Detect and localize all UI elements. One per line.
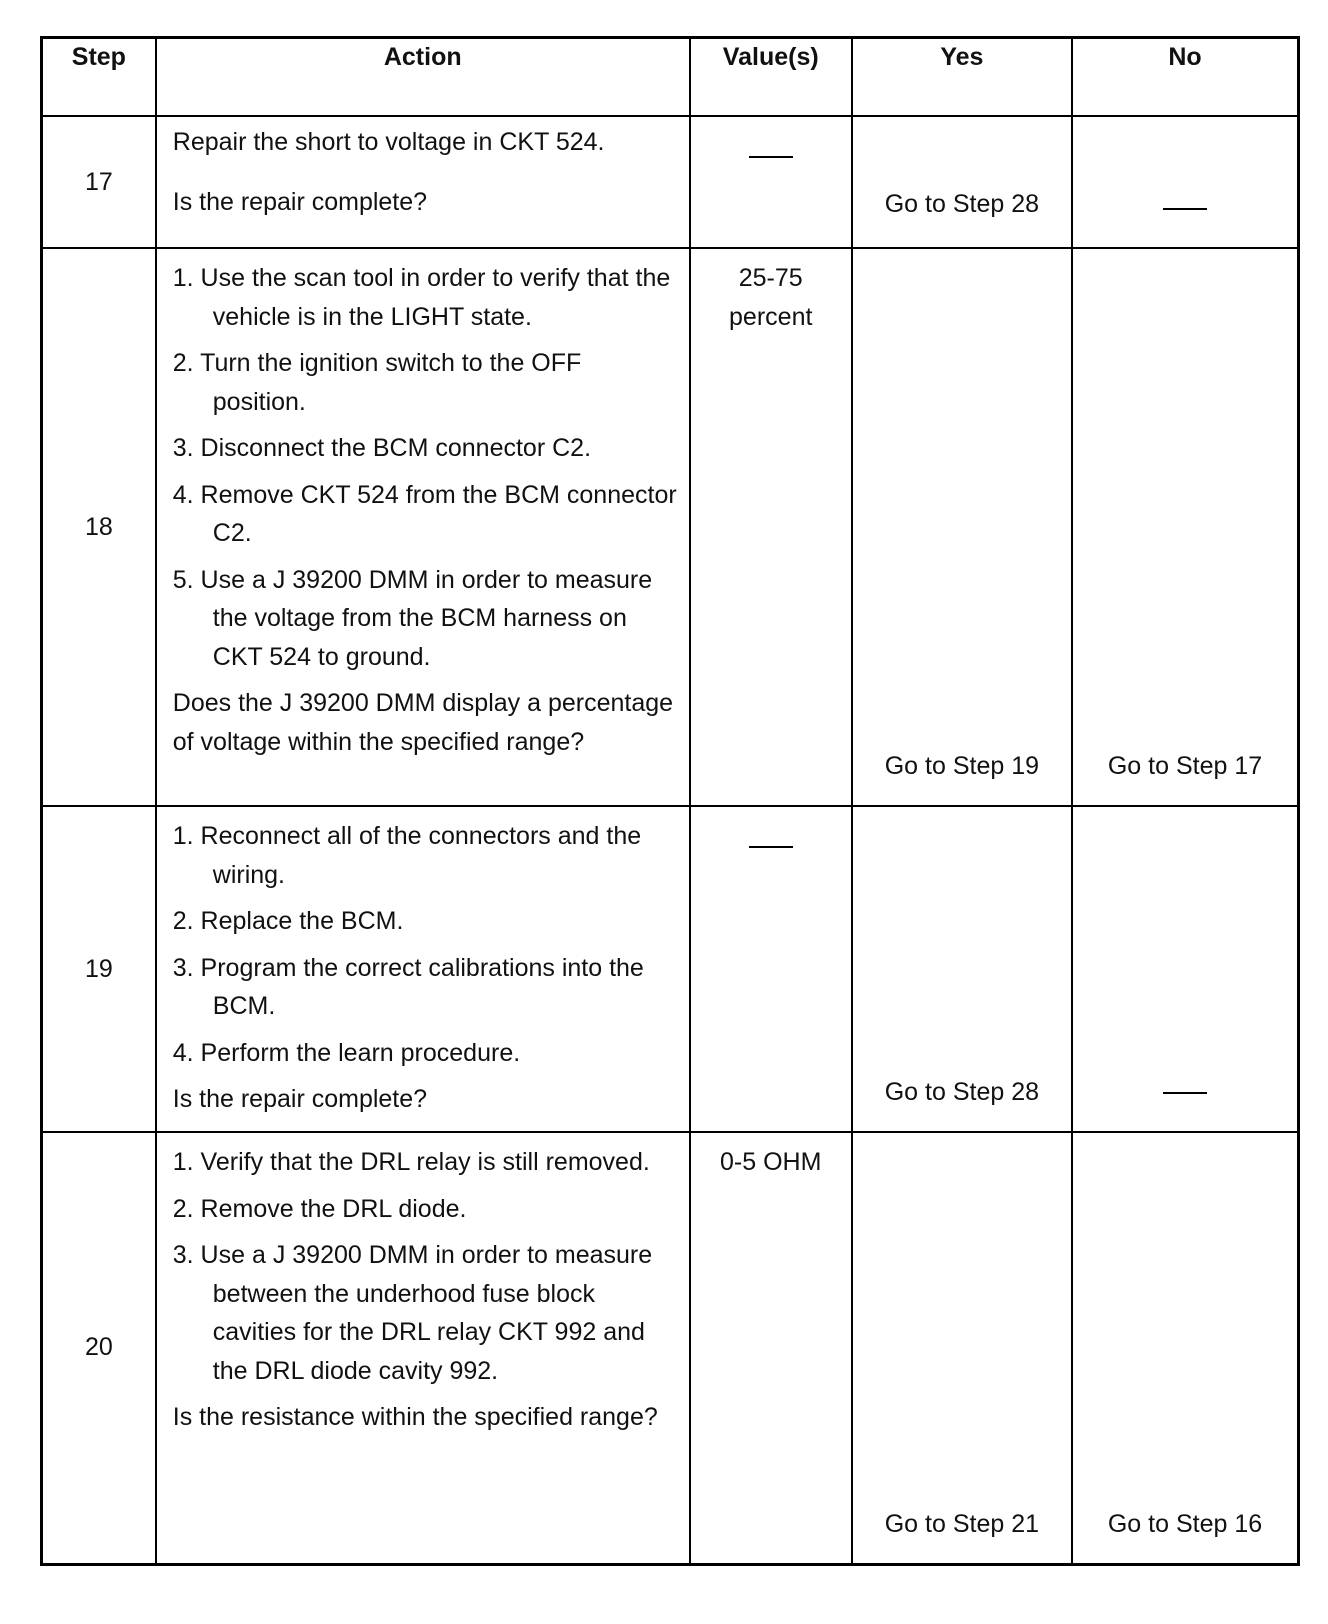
header-action: Action xyxy=(156,38,690,117)
action-step: 4. Perform the learn procedure. xyxy=(172,1038,521,1067)
header-no: No xyxy=(1072,38,1299,117)
action-steps xyxy=(173,1143,677,1390)
step-number: 19 xyxy=(42,806,156,1132)
header-step: Step xyxy=(42,38,156,117)
value-text: 25-75 percent xyxy=(729,264,813,331)
yes-result: Go to Step 19 xyxy=(884,752,1040,780)
table-row xyxy=(42,806,1299,1132)
no-cell xyxy=(1072,806,1299,1132)
yes-result: Go to Step 21 xyxy=(884,1509,1040,1538)
action-steps xyxy=(173,259,677,676)
value-cell xyxy=(690,248,852,806)
action-cell xyxy=(156,248,690,806)
table-row xyxy=(42,116,1299,248)
yes-cell xyxy=(852,1132,1072,1564)
action-cell xyxy=(156,116,690,248)
value-dash xyxy=(749,846,793,848)
header-row xyxy=(42,38,1299,117)
no-cell xyxy=(1072,248,1299,806)
step-number: 18 xyxy=(42,248,156,806)
header-values: Value(s) xyxy=(690,38,852,117)
yes-cell xyxy=(852,116,1072,248)
yes-result: Go to Step 28 xyxy=(884,1078,1040,1106)
action-intro: Repair the short to voltage in CKT 524. xyxy=(172,128,605,156)
yes-cell xyxy=(852,806,1072,1132)
yes-cell xyxy=(852,248,1072,806)
action-step: 2. Replace the BCM. xyxy=(172,907,404,935)
value-cell xyxy=(690,116,852,248)
diagnostic-table xyxy=(40,36,1300,1566)
action-steps xyxy=(173,817,677,1072)
no-dash xyxy=(1163,208,1207,210)
action-step: 1. Verify that the DRL relay is still removed. xyxy=(172,1148,650,1176)
no-cell xyxy=(1072,1132,1299,1564)
no-dash xyxy=(1163,1092,1207,1094)
action-step: 3. Program the correct calibrations into the BCM. xyxy=(172,953,644,1020)
action-step: 1. Reconnect all of the connectors and the wiring. xyxy=(172,822,642,889)
action-cell xyxy=(156,806,690,1132)
no-cell xyxy=(1072,116,1299,248)
action-step: 5. Use a J 39200 DMM in order to measure the voltage from the BCM harness on CKT 524 to ground. xyxy=(172,565,653,671)
action-step: 4. Remove CKT 524 from the BCM connector C2. xyxy=(172,480,677,547)
no-result: Go to Step 16 xyxy=(1107,1509,1263,1538)
action-cell xyxy=(156,1132,690,1564)
table-row xyxy=(42,248,1299,806)
action-question: Does the J 39200 DMM display a percentage of voltage within the specified range? xyxy=(172,689,674,756)
action-step: 2. Remove the DRL diode. xyxy=(172,1194,467,1223)
action-question: Is the repair complete? xyxy=(172,1085,428,1113)
yes-result: Go to Step 28 xyxy=(884,190,1040,218)
action-step: 3. Disconnect the BCM connector C2. xyxy=(172,434,592,462)
value-cell xyxy=(690,806,852,1132)
value-cell xyxy=(690,1132,852,1564)
table-row xyxy=(42,1132,1299,1564)
step-number: 17 xyxy=(42,116,156,248)
no-result: Go to Step 17 xyxy=(1107,752,1263,780)
action-step: 3. Use a J 39200 DMM in order to measure between the underhood fuse block cavities for the DRL relay CKT 992 and the DRL diode cavity 992. xyxy=(172,1241,653,1385)
action-question: Is the repair complete? xyxy=(172,188,428,216)
step-number: 20 xyxy=(42,1132,156,1564)
action-step: 1. Use the scan tool in order to verify that the vehicle is in the LIGHT state. xyxy=(172,264,671,331)
action-question: Is the resistance within the specified range? xyxy=(172,1403,658,1431)
value-text: 0-5 OHM xyxy=(720,1148,822,1176)
header-yes: Yes xyxy=(852,38,1072,117)
action-step: 2. Turn the ignition switch to the OFF position. xyxy=(172,349,582,416)
value-dash xyxy=(749,156,793,158)
